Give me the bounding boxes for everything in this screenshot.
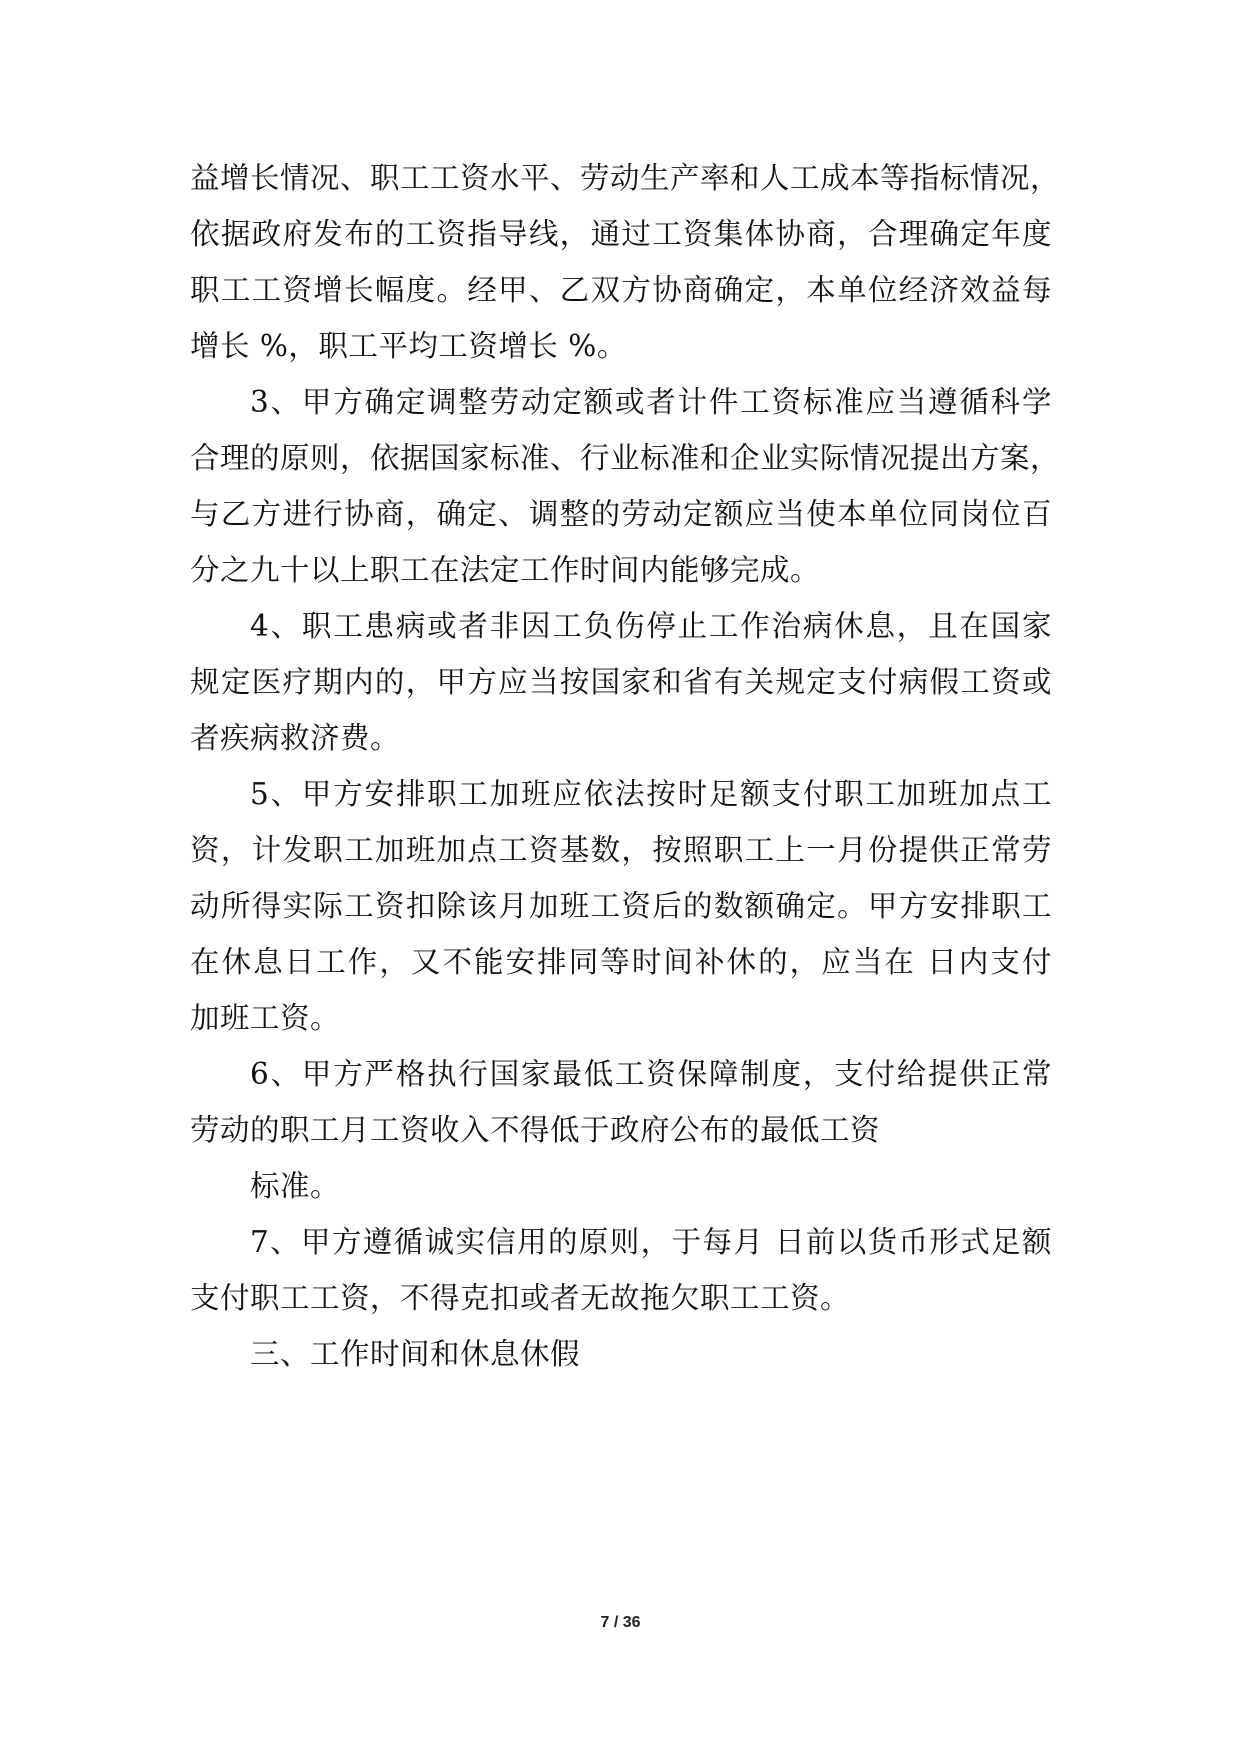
text-line: 支付职工工资，不得克扣或者无故拖欠职工工资。 — [190, 1281, 851, 1315]
text-line: 益增长情况、职工工资水平、劳动生产率和人工成本等指标情况， — [190, 161, 1061, 195]
text-line: 依据政府发布的工资指导线，通过工资集体协商，合理确定年度 — [190, 217, 1052, 251]
text-line: 分之九十以上职工在法定工作时间内能够完成。 — [190, 553, 821, 587]
text-line: 规定医疗期内的，甲方应当按国家和省有关规定支付病假工资或 — [190, 665, 1052, 699]
text-line: 7、甲方遵循诚实信用的原则，于每月 日前以货币形式足额 — [250, 1225, 1052, 1259]
text-line: 者疾病救济费。 — [190, 721, 401, 755]
text-line: 3、甲方确定调整劳动定额或者计件工资标准应当遵循科学 — [250, 385, 1052, 419]
text-line: 职工工资增长幅度。经甲、乙双方协商确定，本单位经济效益每 — [190, 273, 1052, 307]
text-line: 5、甲方安排职工加班应依法按时足额支付职工加班加点工 — [250, 777, 1052, 811]
text-line: 合理的原则，依据国家标准、行业标准和企业实际情况提出方案， — [190, 441, 1061, 475]
text-line: 加班工资。 — [190, 1001, 341, 1035]
section-heading: 三、工作时间和休息休假 — [250, 1337, 581, 1371]
text-line: 动所得实际工资扣除该月加班工资后的数额确定。甲方安排职工 — [190, 889, 1052, 923]
text-line: 劳动的职工月工资收入不得低于政府公布的最低工资 — [190, 1113, 881, 1147]
text-line: 4、职工患病或者非因工负伤停止工作治病休息，且在国家 — [250, 609, 1052, 643]
text-line: 增长 %，职工平均工资增长 %。 — [190, 329, 627, 363]
page-number: 7 / 36 — [600, 1614, 641, 1631]
text-line: 6、甲方严格执行国家最低工资保障制度，支付给提供正常 — [250, 1057, 1052, 1091]
text-line: 标准。 — [250, 1169, 341, 1203]
text-line: 在休息日工作，又不能安排同等时间补休的，应当在 日内支付 — [190, 945, 1052, 979]
text-line: 与乙方进行协商，确定、调整的劳动定额应当使本单位同岗位百 — [190, 497, 1052, 531]
text-line: 资，计发职工加班加点工资基数，按照职工上一月份提供正常劳 — [190, 833, 1052, 867]
